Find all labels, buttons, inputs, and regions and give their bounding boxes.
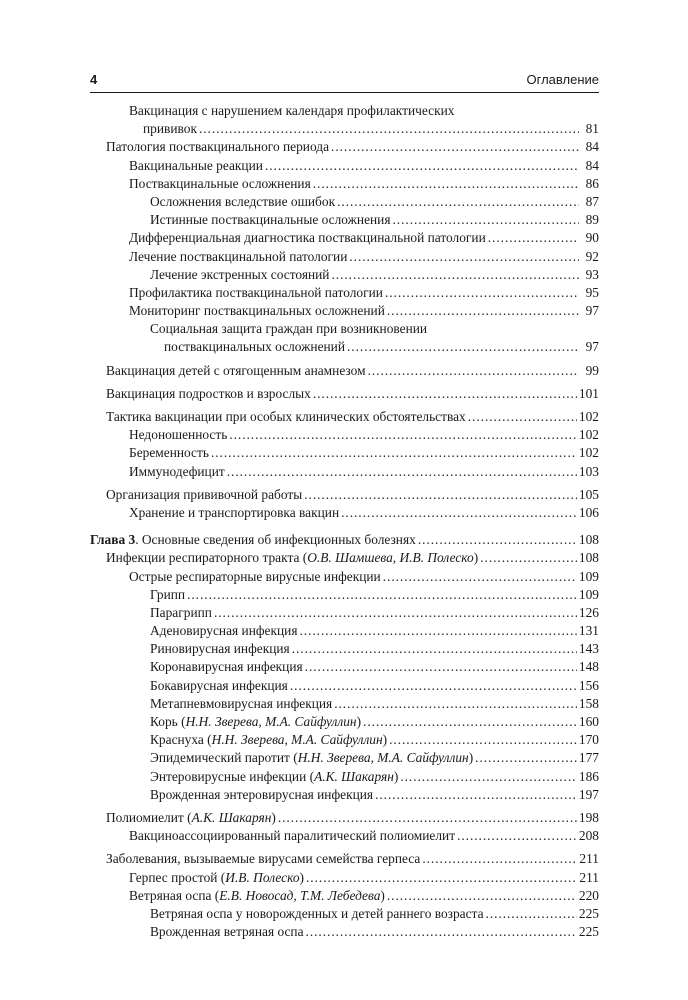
toc-entry-page: 102 [578,445,599,461]
toc-entry-text: Тактика вакцинации при особых клинических обстоятельствах [106,409,466,424]
dot-leader [290,677,577,695]
dot-leader [457,827,577,845]
dot-leader [313,385,577,403]
dot-leader [278,809,577,827]
toc-entry-page: 86 [585,175,599,191]
toc-entry-title [129,157,263,175]
toc-entry-text: Корь ( [150,714,186,729]
toc-entry-text: прививок [143,121,197,137]
toc-entry-title [143,120,197,138]
toc-entry-text-after: ) [380,887,385,903]
toc-entry-page: 160 [578,714,599,729]
toc-entry-page: 208 [578,828,599,844]
toc-entry[interactable] [90,486,599,504]
toc-entry-authors: Е.В. Новосад, Т.М. Лебедева [219,887,381,903]
toc-entry-title [106,486,302,504]
toc-entry-page: 177 [578,750,599,766]
toc-entry-text: поствакцинальных осложнений [164,339,346,355]
toc-entry[interactable] [90,157,599,175]
toc-entry-text: Профилактика поствакцинальной патологии [129,284,383,300]
dot-leader [389,731,577,749]
toc-entry-text: Вакцинация детей с отягощенным анамнезом [106,362,366,378]
toc-entry[interactable] [90,923,599,941]
toc-entry-title [129,302,385,320]
dot-leader [305,658,577,676]
toc-entry-page: 126 [578,604,599,620]
dot-leader [387,887,577,905]
toc-entry-text: Заболевания, вызываемые вирусами семейства герпеса [106,851,421,867]
toc-entry-authors: Н.Н. Зверева, М.А. Сайфуллин [211,732,383,748]
toc-entry-page: 101 [578,385,599,401]
toc-entry-text-after: ) [299,869,305,885]
toc-entry-page: 92 [585,248,599,264]
toc-entry-text: Мониторинг поствакцинальных осложнений [129,303,385,319]
toc-entry-page: 95 [585,284,599,300]
toc-entry-text: Инфекции респираторного тракта ( [106,550,308,566]
running-header [90,70,599,93]
dot-leader [199,120,579,138]
toc-entry-text: Врожденная ветряная оспа [150,924,304,940]
toc-entry-text-after: ) [468,750,474,766]
toc-entry-page: 131 [578,623,599,639]
toc-entry[interactable] [90,749,599,767]
toc-entry-text: Дифференциальная диагностика поствакцинальной патологии [129,230,486,246]
toc-entry-title [129,426,227,444]
dot-leader [480,549,577,567]
toc-entry-authors: А.К. Шакарян [314,768,394,784]
toc-entry-title [90,531,416,549]
toc-entry-text: Герпес простой ( [129,869,226,885]
dot-leader [187,586,577,604]
dot-leader [229,426,577,444]
toc-entry-title [106,549,478,567]
toc-entry-page: 158 [578,695,599,711]
toc-entry-text: Парагрипп [150,604,212,620]
toc-entry-page: 225 [578,924,599,940]
toc-entry-text: Аденовирусная инфекция [150,623,298,639]
dot-leader [363,713,577,731]
toc-entry-text: Иммунодефицит [129,463,225,479]
toc-entry-page: 108 [578,550,599,566]
toc-entry-page: 81 [585,121,599,137]
dot-leader [393,211,579,229]
toc-entry-title [150,677,288,695]
toc-entry-title [150,266,329,284]
dot-leader [334,695,577,713]
toc-entry[interactable] [90,568,599,586]
toc-entry-text: Поствакцинальные осложнения [129,175,311,191]
toc-entry-text: Ветряная оспа у новорожденных и детей раннего возраста [150,905,484,921]
toc-entry-text: Врожденная энтеровирусная инфекция [150,786,374,802]
toc-entry-text: Недоношенность [129,427,228,443]
toc-entry-title-line: Вакцинация с нарушением календаря профилактических [129,103,455,118]
toc-entry-authors: Н.Н. Зверева, М.А. Сайфуллин [297,750,469,766]
toc-entry[interactable] [90,549,599,567]
toc-entry[interactable] [90,586,599,604]
dot-leader [292,640,577,658]
toc-entry-title [106,850,420,868]
toc-entry-page: 109 [578,586,599,602]
toc-entry-page: 102 [578,409,599,424]
toc-entry-text: Полиомиелит ( [106,809,192,825]
dot-leader [368,362,579,380]
dot-leader [488,229,579,247]
toc-entry-page: 198 [578,809,599,825]
dot-leader [383,568,577,586]
toc-entry[interactable] [90,302,599,320]
toc-entry[interactable] [90,362,599,380]
toc-entry-page: 89 [585,212,599,228]
toc-entry-title [106,362,366,380]
toc-entry-authors: И.В. Полеско [225,869,300,885]
toc-entry-page: 220 [578,887,599,903]
toc-entry-text: Вакцинальные реакции [129,157,263,173]
dot-leader [400,768,577,786]
toc-entry-text-after: ) [271,809,276,825]
dot-leader [331,266,579,284]
dot-leader [337,193,579,211]
dot-leader [306,869,577,887]
dot-leader [306,923,577,941]
toc-entry-authors: А.К. Шакарян [191,809,272,825]
toc-entry[interactable] [90,175,599,193]
toc-entry-page: 109 [578,568,599,584]
dot-leader [313,175,579,193]
toc-entry-title [150,695,332,713]
toc-entry-text: Осложнения вследствие ошибок [150,193,336,209]
toc-entry-title [106,809,276,827]
dot-leader [227,463,577,481]
toc-entry-title [106,408,466,426]
toc-entry-page: 87 [585,193,599,209]
toc-entry-title [129,175,311,193]
toc-entry-page: 93 [585,266,599,282]
toc-entry-text: Организация прививочной работы [106,486,303,502]
dot-leader [418,531,577,549]
toc-entry-page: 186 [578,768,599,784]
toc-entry-title [150,905,484,923]
dot-leader [331,138,579,156]
toc-entry[interactable] [90,408,599,426]
toc-entry-text: Острые респираторные вирусные инфекции [129,568,381,584]
toc-entry-text: Ветряная оспа ( [129,887,220,903]
toc-entry-title [129,504,339,522]
toc-entry-page: 211 [579,851,599,867]
toc-entry-authors: О.В. Шамшева, И.В. Полеско [307,550,474,566]
toc-entry-page: 90 [585,230,599,246]
toc-entry-title [150,768,398,786]
toc-entry-title [150,713,361,731]
toc-entry[interactable] [90,768,599,786]
toc-entry-text: Беременность [129,445,209,461]
dot-leader [341,504,577,522]
toc-entry-page: 102 [578,427,599,443]
toc-entry-title [150,586,185,604]
dot-leader [422,850,577,868]
toc-entry[interactable] [90,102,599,138]
toc-entry-text: Вакцинация подростков и взрослых [106,385,311,401]
toc-entry[interactable] [90,444,599,462]
toc-entry-title [106,385,311,403]
dot-leader [486,905,577,923]
toc-entry-title [129,248,347,266]
toc-entry[interactable] [90,640,599,658]
toc-entry[interactable] [90,211,599,229]
toc-entry[interactable] [90,193,599,211]
chapter-label: Глава 3 [90,532,136,548]
toc-entry[interactable] [90,604,599,622]
toc-entry-title [150,211,391,229]
toc-entry-title [150,923,304,941]
dot-leader [265,157,579,175]
toc-entry-text: Бокавирусная инфекция [150,677,288,693]
toc-entry-title [150,640,290,658]
toc-entry-page: 225 [578,905,599,921]
toc-entry-page: 97 [585,339,599,355]
toc-entry-text: Коронавирусная инфекция [150,659,303,675]
toc-entry[interactable] [90,229,599,247]
page-number: 4 [90,72,98,87]
toc-entry-text: Лечение экстренных состояний [150,266,330,282]
toc-entry-text: . Основные сведения об инфекционных болезнях [135,532,416,548]
toc-entry[interactable] [90,320,599,356]
dot-leader [468,408,577,426]
toc-entry-page: 99 [585,362,599,378]
toc-entry-text-after: ) [356,714,362,729]
toc-entry[interactable] [90,463,599,481]
toc-entry-title [129,568,381,586]
toc-entry-text: Метапневмовирусная инфекция [150,695,333,711]
toc-entry[interactable] [90,385,599,403]
toc-entry-title [129,463,225,481]
toc-entry[interactable] [90,869,599,887]
toc-entry-text: Энтеровирусные инфекции ( [150,768,315,784]
toc-entry-authors: Н.Н. Зверева, М.А. Сайфуллин [185,714,357,729]
toc-entry[interactable] [90,786,599,804]
toc-entry[interactable] [90,809,599,827]
toc-entry-page: 105 [578,486,599,502]
toc-entry-title [150,622,298,640]
toc-entry-title [150,749,473,767]
toc-entry-page: 211 [579,869,599,885]
toc-entry-text: Истинные поствакцинальные осложнения [150,212,391,228]
toc-entry[interactable] [90,731,599,749]
toc-entry-page: 156 [578,677,599,693]
dot-leader [385,284,579,302]
toc-entry[interactable] [90,248,599,266]
toc-entry-page: 84 [585,139,599,155]
dot-leader [387,302,579,320]
toc-entry-title-line: Социальная защита граждан при возникновении [150,321,428,337]
toc-entry[interactable] [90,695,599,713]
toc-entry-text: Вакциноассоциированный паралитический полиомиелит [129,828,456,844]
dot-leader [475,749,577,767]
dot-leader [347,338,579,356]
toc-entry[interactable] [90,850,599,868]
toc-entry-title [129,284,383,302]
toc-entry[interactable] [90,284,599,302]
toc-entry[interactable] [90,426,599,444]
toc-entry-page: 143 [578,641,599,657]
toc-entry-text: Хранение и транспортировка вакцин [129,504,340,520]
toc-entry-title [129,444,209,462]
toc-entry-title [150,731,387,749]
toc-entry-title [129,827,455,845]
toc-entry-title [164,338,345,356]
toc-entry-text: Эпидемический паротит ( [150,750,298,766]
dot-leader [214,604,577,622]
toc-entry-title [129,887,385,905]
toc-entry[interactable] [90,658,599,676]
table-of-contents [90,102,599,941]
toc-entry[interactable] [90,531,599,549]
toc-entry-page: 148 [578,659,599,675]
toc-entry[interactable] [90,622,599,640]
toc-entry-title [150,658,303,676]
toc-entry-page: 197 [578,786,599,802]
toc-entry-text: Риновирусная инфекция [150,641,290,657]
dot-leader [300,622,577,640]
toc-entry-text-after: ) [393,768,399,784]
toc-entry[interactable] [90,504,599,522]
toc-entry[interactable] [90,266,599,284]
toc-entry-page: 103 [578,463,599,479]
toc-entry-text: Грипп [150,586,186,602]
dot-leader [375,786,577,804]
toc-entry-page: 97 [585,303,599,319]
toc-entry[interactable] [90,713,599,731]
toc-entry-text: Патология поствакцинального периода [106,139,330,155]
toc-entry[interactable] [90,677,599,695]
toc-entry-page: 106 [578,504,599,520]
toc-entry[interactable] [90,905,599,923]
section-title: Оглавление [526,72,599,87]
toc-entry-page: 170 [578,732,599,748]
toc-entry-title [150,193,335,211]
dot-leader [304,486,577,504]
toc-entry-title [106,138,329,156]
toc-entry-title [129,229,486,247]
toc-entry-title [150,604,212,622]
dot-leader [349,248,579,266]
toc-entry[interactable] [90,138,599,156]
toc-entry-text-after: ) [473,550,479,566]
toc-entry-page: 108 [578,532,599,548]
toc-entry-text: Лечение поствакцинальной патологии [129,248,348,264]
dot-leader [211,444,577,462]
toc-entry[interactable] [90,827,599,845]
toc-entry-title [129,869,304,887]
toc-entry-text: Краснуха ( [150,732,212,748]
toc-entry[interactable] [90,887,599,905]
toc-entry-text-after: ) [382,732,388,748]
toc-entry-page: 84 [585,157,599,173]
toc-entry-title [150,786,373,804]
